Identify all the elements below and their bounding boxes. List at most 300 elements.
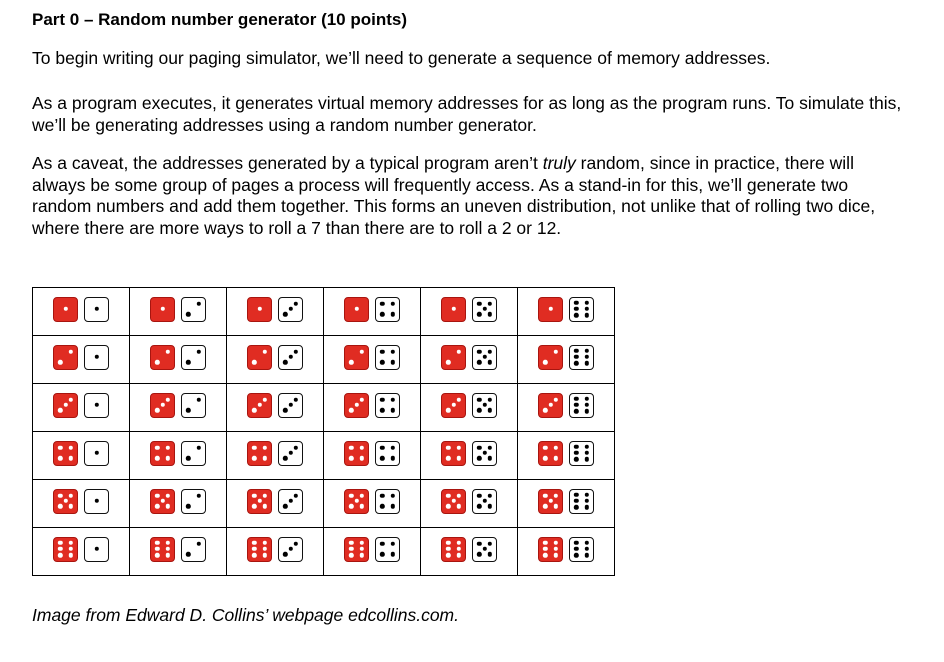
die-pip [457,398,461,402]
red-die-1 [53,297,78,322]
dice-pair [538,537,594,562]
die-pip [477,302,481,306]
die-pip [166,350,170,354]
die-pip [69,553,73,557]
white-die-1 [84,393,109,418]
die-pip [155,504,159,508]
die-pip [360,504,364,508]
white-die-6 [569,393,594,418]
die-pip [283,504,287,508]
die-pip [457,504,461,508]
caveat-text-before: As a caveat, the addresses generated by a typical program aren’t [32,153,543,173]
white-die-4 [375,345,400,370]
die-pip [288,403,292,407]
die-pip [252,446,256,450]
dice-pair [344,297,400,322]
die-pip [380,408,384,412]
die-pip [288,307,292,311]
dice-pair [53,297,109,322]
die-pip [186,312,190,316]
red-die-4 [247,441,272,466]
die-pip [585,444,589,448]
die-pip [166,456,170,460]
die-pip [457,456,461,460]
die-pip [585,307,589,311]
die-pip [155,494,159,498]
die-pip [283,312,287,316]
die-pip [391,456,395,460]
dice-pair [247,537,303,562]
dice-cell [421,432,518,480]
white-die-5 [472,345,497,370]
die-pip [94,547,98,551]
dice-cell [324,384,421,432]
die-pip [69,456,73,460]
white-die-1 [84,297,109,322]
die-pip [548,403,552,407]
dice-cell [518,384,615,432]
red-die-2 [538,345,563,370]
die-pip [543,408,547,412]
die-pip [585,547,589,551]
red-die-6 [344,537,369,562]
die-pip [543,553,547,557]
die-pip [482,355,486,359]
red-die-2 [150,345,175,370]
die-pip [488,360,492,364]
die-pip [477,408,481,412]
die-pip [186,552,190,556]
red-die-1 [150,297,175,322]
red-die-3 [53,393,78,418]
die-pip [488,350,492,354]
dice-pair [441,537,497,562]
red-die-6 [247,537,272,562]
die-pip [574,355,578,359]
die-pip [554,494,558,498]
dice-cell [324,480,421,528]
dice-cell [324,336,421,384]
die-pip [585,409,589,413]
die-pip [186,456,190,460]
dice-pair [344,489,400,514]
die-pip [360,398,364,402]
die-pip [585,553,589,557]
die-pip [58,360,62,364]
die-pip [380,504,384,508]
die-pip [574,499,578,503]
die-pip [294,542,298,546]
die-pip [391,408,395,412]
dice-cell [324,528,421,576]
die-pip [58,456,62,460]
die-pip [288,499,292,503]
die-pip [446,446,450,450]
dice-cell [227,288,324,336]
die-pip [457,547,461,551]
die-pip [488,408,492,412]
die-pip [155,408,159,412]
white-die-3 [278,393,303,418]
dice-row [33,288,615,336]
die-pip [69,494,73,498]
white-die-2 [181,537,206,562]
red-die-2 [247,345,272,370]
die-pip [166,398,170,402]
die-pip [252,540,256,544]
dice-pair [344,537,400,562]
die-pip [263,494,267,498]
dice-cell [324,432,421,480]
die-pip [166,547,170,551]
die-pip [585,540,589,544]
die-pip [391,552,395,556]
die-pip [451,307,455,311]
die-pip [543,456,547,460]
white-die-2 [181,297,206,322]
die-pip [69,547,73,551]
dice-cell [130,288,227,336]
dice-cell [518,480,615,528]
die-pip [166,540,170,544]
die-pip [380,552,384,556]
dice-cell [130,384,227,432]
dice-cell [421,288,518,336]
die-pip [380,542,384,546]
die-pip [488,542,492,546]
white-die-4 [375,537,400,562]
red-die-2 [344,345,369,370]
die-pip [446,504,450,508]
white-die-2 [181,345,206,370]
dice-cell [421,336,518,384]
white-die-3 [278,345,303,370]
dice-pair [53,489,109,514]
dice-pair [150,393,206,418]
die-pip [488,302,492,306]
image-caption: Image from Edward D. Collins’ webpage edcollins.com. [32,605,459,625]
white-die-6 [569,345,594,370]
die-pip [252,408,256,412]
dice-pair [53,393,109,418]
dice-pair [538,345,594,370]
die-pip [360,350,364,354]
red-die-6 [538,537,563,562]
white-die-5 [472,441,497,466]
white-die-5 [472,297,497,322]
red-die-2 [441,345,466,370]
die-pip [263,446,267,450]
red-die-1 [538,297,563,322]
die-pip [58,553,62,557]
red-die-1 [344,297,369,322]
die-pip [354,403,358,407]
die-pip [360,446,364,450]
die-pip [554,553,558,557]
red-die-5 [53,489,78,514]
die-pip [160,499,164,503]
die-pip [263,547,267,551]
die-pip [288,451,292,455]
die-pip [585,355,589,359]
dice-pair [538,441,594,466]
white-die-3 [278,489,303,514]
die-pip [263,350,267,354]
die-pip [482,307,486,311]
die-pip [482,403,486,407]
die-pip [263,553,267,557]
dice-cell [33,336,130,384]
die-pip [166,504,170,508]
die-pip [252,547,256,551]
red-die-6 [150,537,175,562]
die-pip [574,492,578,496]
die-pip [160,307,164,311]
die-pip [288,547,292,551]
die-pip [155,553,159,557]
die-pip [69,540,73,544]
die-pip [574,547,578,551]
red-die-4 [538,441,563,466]
dice-pair [441,345,497,370]
die-pip [197,494,201,498]
die-pip [574,396,578,400]
dice-row [33,528,615,576]
die-pip [482,451,486,455]
die-pip [63,403,67,407]
white-die-3 [278,297,303,322]
die-pip [294,446,298,450]
die-pip [294,398,298,402]
die-pip [263,540,267,544]
die-pip [554,456,558,460]
die-pip [349,547,353,551]
die-pip [457,446,461,450]
die-pip [94,355,98,359]
die-pip [197,542,201,546]
die-pip [197,302,201,306]
dice-cell [33,432,130,480]
die-pip [488,504,492,508]
red-die-5 [150,489,175,514]
white-die-3 [278,441,303,466]
die-pip [543,504,547,508]
die-pip [160,403,164,407]
die-pip [283,360,287,364]
die-pip [446,494,450,498]
die-pip [477,360,481,364]
die-pip [391,542,395,546]
white-die-1 [84,345,109,370]
die-pip [391,350,395,354]
dice-row [33,336,615,384]
die-pip [349,456,353,460]
white-die-2 [181,441,206,466]
die-pip [252,456,256,460]
red-die-2 [53,345,78,370]
dice-combination-table [32,287,615,576]
die-pip [69,398,73,402]
die-pip [94,403,98,407]
paragraph-caveat [32,153,912,239]
die-pip [166,494,170,498]
die-pip [380,494,384,498]
die-pip [451,499,455,503]
die-pip [391,398,395,402]
white-die-1 [84,489,109,514]
red-die-3 [441,393,466,418]
die-pip [94,451,98,455]
red-die-5 [538,489,563,514]
die-pip [391,494,395,498]
white-die-4 [375,393,400,418]
die-pip [488,398,492,402]
die-pip [63,499,67,503]
die-pip [477,494,481,498]
die-pip [380,456,384,460]
die-pip [294,302,298,306]
die-pip [349,504,353,508]
die-pip [197,398,201,402]
section-heading: Part 0 – Random number generator (10 points) [32,10,408,29]
dice-pair [538,489,594,514]
die-pip [554,350,558,354]
caveat-emphasis: truly [542,153,576,173]
dice-cell [518,336,615,384]
dice-cell [324,288,421,336]
white-die-4 [375,489,400,514]
dice-cell [227,480,324,528]
die-pip [349,540,353,544]
die-pip [155,456,159,460]
white-die-5 [472,489,497,514]
dice-cell [130,432,227,480]
die-pip [585,457,589,461]
die-pip [477,312,481,316]
red-die-5 [247,489,272,514]
die-pip [574,307,578,311]
dice-pair [441,393,497,418]
die-pip [186,408,190,412]
die-pip [457,350,461,354]
die-pip [58,408,62,412]
die-pip [380,398,384,402]
white-die-1 [84,441,109,466]
die-pip [488,494,492,498]
die-pip [554,504,558,508]
die-pip [543,547,547,551]
die-pip [585,505,589,509]
die-pip [543,446,547,450]
die-pip [391,312,395,316]
die-pip [574,444,578,448]
die-pip [294,494,298,498]
die-pip [252,504,256,508]
die-pip [252,360,256,364]
die-pip [446,547,450,551]
die-pip [288,355,292,359]
dice-pair [247,441,303,466]
die-pip [283,408,287,412]
red-die-4 [150,441,175,466]
white-die-5 [472,537,497,562]
die-pip [252,494,256,498]
die-pip [543,360,547,364]
die-pip [585,361,589,365]
die-pip [391,360,395,364]
dice-cell [130,336,227,384]
dice-pair [344,393,400,418]
dice-row [33,480,615,528]
die-pip [574,457,578,461]
die-pip [360,540,364,544]
die-pip [585,348,589,352]
die-pip [477,398,481,402]
die-pip [380,360,384,364]
die-pip [391,446,395,450]
die-pip [349,446,353,450]
dice-pair [150,537,206,562]
die-pip [548,499,552,503]
white-die-5 [472,393,497,418]
die-pip [283,456,287,460]
dice-pair [441,441,497,466]
red-die-3 [247,393,272,418]
die-pip [574,348,578,352]
dice-pair [247,489,303,514]
dice-pair [247,345,303,370]
white-die-6 [569,441,594,466]
dice-row [33,432,615,480]
dice-row [33,384,615,432]
die-pip [360,456,364,460]
red-die-5 [344,489,369,514]
die-pip [360,494,364,498]
die-pip [257,499,261,503]
die-pip [543,540,547,544]
white-die-1 [84,537,109,562]
die-pip [585,403,589,407]
die-pip [186,504,190,508]
die-pip [574,313,578,317]
dice-cell [33,528,130,576]
die-pip [197,350,201,354]
white-die-3 [278,537,303,562]
red-die-5 [441,489,466,514]
die-pip [380,350,384,354]
dice-pair [247,297,303,322]
die-pip [58,494,62,498]
dice-cell [518,528,615,576]
dice-cell [421,528,518,576]
die-pip [574,451,578,455]
die-pip [69,350,73,354]
dice-pair [344,441,400,466]
die-pip [263,504,267,508]
dice-cell [421,384,518,432]
white-die-2 [181,489,206,514]
die-pip [380,312,384,316]
die-pip [349,553,353,557]
dice-pair [441,297,497,322]
red-die-3 [150,393,175,418]
white-die-4 [375,441,400,466]
die-pip [155,540,159,544]
red-die-6 [53,537,78,562]
die-pip [457,494,461,498]
die-pip [477,542,481,546]
dice-cell [518,288,615,336]
